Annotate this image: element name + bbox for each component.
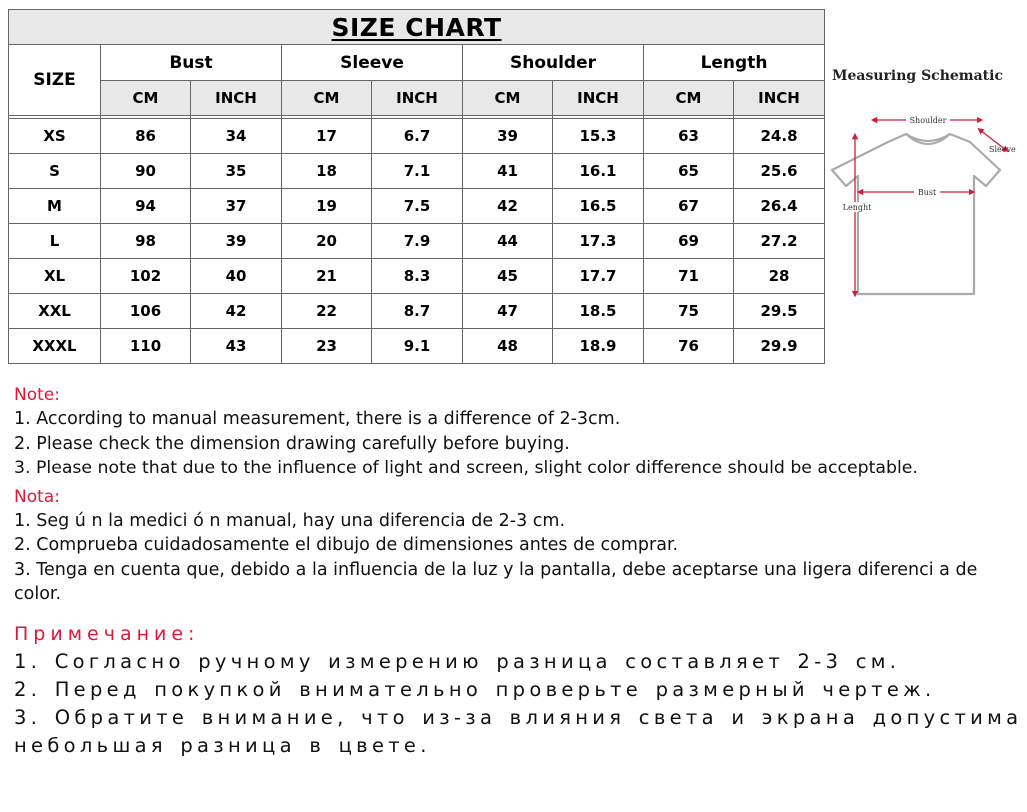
measurement-cell: 27.2 [734, 224, 825, 259]
size-chart-table [8, 9, 825, 364]
unit-header: CM [282, 81, 372, 116]
notes-spanish [14, 485, 1024, 607]
measurement-cell: 28 [734, 259, 825, 294]
measurement-cell: 17.7 [553, 259, 644, 294]
measurement-cell: 63 [644, 119, 734, 154]
size-cell: XXXL [9, 329, 101, 364]
measurement-cell: 40 [191, 259, 282, 294]
measurement-cell: 67 [644, 189, 734, 224]
unit-header: INCH [553, 81, 644, 116]
table-row [9, 119, 825, 154]
measurement-cell: 90 [101, 154, 191, 189]
measurement-cell: 26.4 [734, 189, 825, 224]
measurement-cell: 21 [282, 259, 372, 294]
measurement-cell: 29.5 [734, 294, 825, 329]
unit-header: CM [463, 81, 553, 116]
measurement-cell: 106 [101, 294, 191, 329]
note-line: 1. Seg ú n la medici ó n manual, hay una diferencia de 2-3 cm. [14, 510, 566, 531]
unit-header: INCH [372, 81, 463, 116]
size-cell: XL [9, 259, 101, 294]
note-line: 2. Перед покупкой внимательно проверьте размерный чертеж. [14, 677, 936, 701]
measurement-cell: 7.9 [372, 224, 463, 259]
measurement-cell: 45 [463, 259, 553, 294]
measurement-cell: 23 [282, 329, 372, 364]
note-line: 1. According to manual measurement, there is a difference of 2-3cm. [14, 409, 621, 429]
note-line: 3. Please note that due to the influence of light and screen, slight color difference should be acceptable. [14, 458, 918, 478]
bust-label: Bust [917, 188, 937, 197]
size-cell: XS [9, 119, 101, 154]
table-row [9, 259, 825, 294]
notes-russian [14, 620, 1024, 760]
table-row [9, 224, 825, 259]
size-column-header: SIZE [9, 45, 101, 116]
measurement-cell: 34 [191, 119, 282, 154]
measurement-cell: 17 [282, 119, 372, 154]
measurement-cell: 39 [191, 224, 282, 259]
measurement-cell: 16.5 [553, 189, 644, 224]
measurement-cell: 110 [101, 329, 191, 364]
measurement-cell: 76 [644, 329, 734, 364]
measurement-cell: 8.3 [372, 259, 463, 294]
note-heading-es: Nota: [14, 486, 60, 507]
measurement-cell: 20 [282, 224, 372, 259]
measurement-cell: 18 [282, 154, 372, 189]
size-cell: M [9, 189, 101, 224]
unit-header: INCH [191, 81, 282, 116]
tshirt-diagram [830, 62, 1022, 302]
notes-english [14, 383, 1024, 481]
size-cell: XXL [9, 294, 101, 329]
measurement-cell: 17.3 [553, 224, 644, 259]
size-cell: S [9, 154, 101, 189]
measurement-cell: 8.7 [372, 294, 463, 329]
tshirt-outline-icon [832, 134, 1000, 294]
schematic-title: Measuring Schematic [832, 68, 1003, 84]
size-chart-title: SIZE CHART [9, 10, 825, 45]
measurement-cell: 6.7 [372, 119, 463, 154]
length-label: Lenght [842, 203, 872, 212]
measurement-cell: 98 [101, 224, 191, 259]
measurement-cell: 19 [282, 189, 372, 224]
measurement-cell: 65 [644, 154, 734, 189]
unit-header: CM [101, 81, 191, 116]
notes-section [14, 383, 1024, 760]
note-heading-ru: Примечание: [14, 622, 200, 645]
measurement-cell: 69 [644, 224, 734, 259]
note-heading-en: Note: [14, 385, 60, 405]
measurement-cell: 41 [463, 154, 553, 189]
measurement-cell: 48 [463, 329, 553, 364]
shoulder-label: Shoulder [909, 116, 947, 125]
measurement-cell: 94 [101, 189, 191, 224]
measurement-cell: 75 [644, 294, 734, 329]
measurement-cell: 18.9 [553, 329, 644, 364]
size-rows [9, 116, 825, 364]
size-cell: L [9, 224, 101, 259]
note-line: 3. Tenga en cuenta que, debido a la influencia de la luz y la pantalla, debe aceptarse una ligera diferenci a de color. [14, 559, 978, 604]
measurement-cell: 71 [644, 259, 734, 294]
measurement-cell: 35 [191, 154, 282, 189]
note-line: 1. Согласно ручному измерению разница составляет 2-3 см. [14, 649, 901, 673]
unit-header: INCH [734, 81, 825, 116]
measurement-cell: 37 [191, 189, 282, 224]
table-row [9, 329, 825, 364]
measurement-cell: 18.5 [553, 294, 644, 329]
measurement-cell: 22 [282, 294, 372, 329]
group-header-length: Length [644, 45, 825, 81]
measurement-cell: 86 [101, 119, 191, 154]
note-line: 2. Comprueba cuidadosamente el dibujo de dimensiones antes de comprar. [14, 535, 679, 555]
measurement-cell: 42 [191, 294, 282, 329]
measurement-cell: 24.8 [734, 119, 825, 154]
measurement-cell: 25.6 [734, 154, 825, 189]
measurement-cell: 42 [463, 189, 553, 224]
measurement-cell: 16.1 [553, 154, 644, 189]
group-header-shoulder: Shoulder [463, 45, 644, 81]
measurement-cell: 29.9 [734, 329, 825, 364]
measurement-cell: 43 [191, 329, 282, 364]
table-row [9, 294, 825, 329]
measuring-schematic [830, 62, 1022, 302]
note-line: 3. Обратите внимание, что из-за влияния света и экрана допустима небольшая разница в цвете. [14, 705, 1023, 757]
measurement-cell: 47 [463, 294, 553, 329]
measurement-cell: 7.5 [372, 189, 463, 224]
group-header-bust: Bust [101, 45, 282, 81]
note-line: 2. Please check the dimension drawing carefully before buying. [14, 433, 570, 454]
table-row [9, 154, 825, 189]
group-header-sleeve: Sleeve [282, 45, 463, 81]
table-row [9, 189, 825, 224]
measurement-cell: 39 [463, 119, 553, 154]
measurement-cell: 9.1 [372, 329, 463, 364]
measurement-cell: 7.1 [372, 154, 463, 189]
measurement-cell: 44 [463, 224, 553, 259]
measurement-cell: 102 [101, 259, 191, 294]
sleeve-label: Sleeve [989, 145, 1016, 154]
unit-header: CM [644, 81, 734, 116]
measurement-cell: 15.3 [553, 119, 644, 154]
